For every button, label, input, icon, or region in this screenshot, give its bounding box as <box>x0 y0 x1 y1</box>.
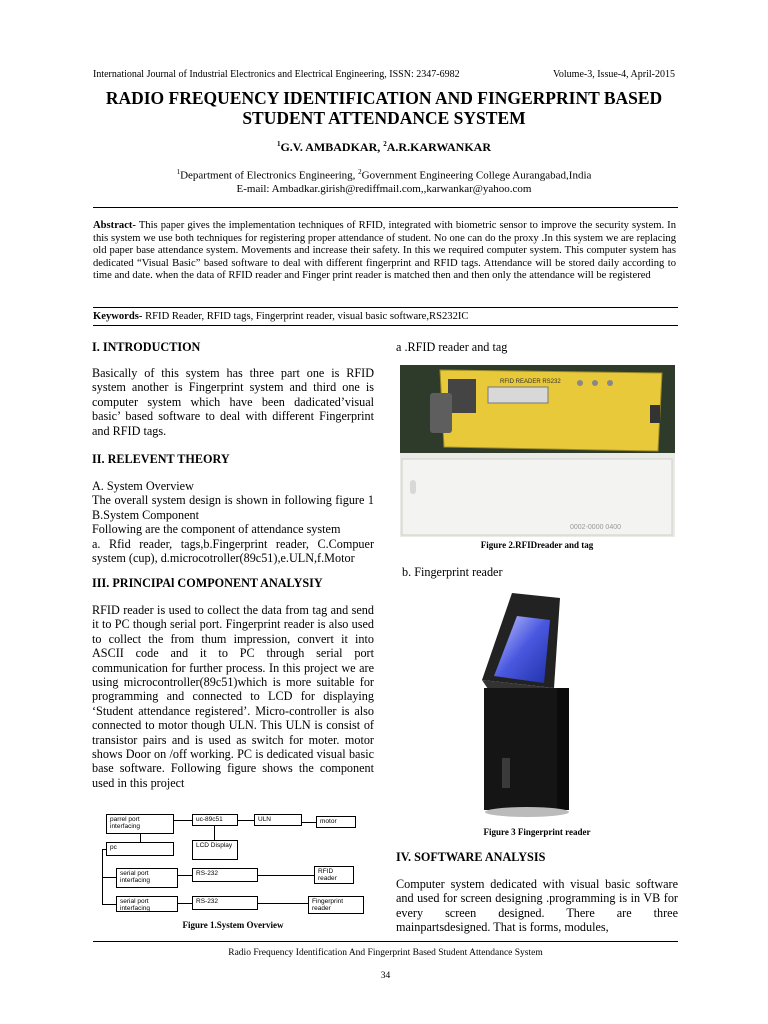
author-1: G.V. AMBADKAR, <box>280 140 384 154</box>
figure-3-caption: Figure 3 Fingerprint reader <box>483 827 591 837</box>
affil-college: Government Engineering College Aurangabad,India <box>361 169 592 182</box>
section-software-heading: IV. SOFTWARE ANALYSIS <box>396 850 546 864</box>
abstract <box>93 220 676 283</box>
theory-paragraph-a: The overall system design is shown in following figure 1 B.System Component <box>92 493 374 522</box>
figure-2-caption: Figure 2.RFIDreader and tag <box>480 540 594 550</box>
section-theory-heading: II. RELEVENT THEORY <box>92 452 230 466</box>
title-line-2: STUDENT ATTENDANCE SYSTEM <box>242 108 526 128</box>
keywords-label: Keywords- <box>93 311 143 322</box>
connector <box>102 904 116 905</box>
section-component-heading: III. PRINCIPAl COMPONENT ANALYSIY <box>92 576 323 590</box>
lcd-box: LCD Display <box>192 840 238 860</box>
divider <box>93 325 678 326</box>
theory-block <box>92 479 374 565</box>
title-line-1: RADIO FREQUENCY IDENTIFICATION AND FINGERPRINT BASED <box>105 88 663 108</box>
board-label: RFID READER RS232 <box>500 379 561 385</box>
abstract-label: Abstract- <box>93 220 136 231</box>
affil-2-sup: 2 <box>358 168 362 176</box>
serial-port-box-1: serial port interfacing <box>116 868 178 888</box>
volume-header: Volume-3, Issue-4, April-2015 <box>552 69 675 80</box>
author-2-sup: 2 <box>383 140 387 148</box>
component-paragraph: RFID reader is used to collect the data from tag and send it to PC though serial port. Fingerprint reader is also used to collect the from thum impression, convert it into ASCII code and it to PC through serial port communication for further process. In this project we are using microcontroller(89c51)which is more suitable for programming and connected to LCD for displaying ‘Student attendance registered’. Micro-controller is also connected to motor though ULN. This ULN is consist of transistor pairs and is used as switch for moter. motor shows Door on /off working. PC is dedicated visual basic base software. Following figure shows the component used in this project <box>92 603 374 790</box>
motor-box: motor <box>316 816 356 828</box>
rfid-reader-photo <box>400 365 675 537</box>
theory-paragraph-c: a. Rfid reader, tags,b.Fingerprint reader, C.Compuer system (cup), d.microcotroller(89c51),e.ULN,f.Motor <box>92 536 374 566</box>
connector <box>238 820 254 821</box>
rs232-box-1: RS-232 <box>192 868 258 882</box>
section-introduction-heading: I. INTRODUCTION <box>92 340 201 354</box>
keywords-text: RFID Reader, RFID tags, Fingerprint reader, visual basic software,RS232IC <box>142 311 469 322</box>
connector <box>102 877 116 878</box>
abstract-text: This paper gives the implementation techniques of RFID, integrated with biometric sensor to improve the security system. In this system we use both techniques for registering proper attendance of student. No one can do the proxy .In this system we are replacing old paper base attendance system. Movements and increase their safety. In this we required computer system. This computer system has dedicated “Visual Basic” based software to deal with different fingerprint and RFID tags. Attendance will be stored daily according to time and date. when the data of RFID reader and Finger print reader is matched then and then only the attendance will be registered <box>93 220 676 282</box>
connector <box>258 903 308 904</box>
author-2: A.R.KARWANKAR <box>386 140 492 154</box>
fingerprint-reader-photo <box>472 588 582 820</box>
connector <box>178 903 192 904</box>
connector <box>214 826 215 840</box>
affil-dept: Department of Electronics Engineering, <box>180 169 359 182</box>
journal-header: International Journal of Industrial Electronics and Electrical Engineering, ISSN: 2347-6982 <box>93 69 460 80</box>
rs232-box-2: RS-232 <box>192 896 258 910</box>
uc-box: uc-89c51 <box>192 814 238 826</box>
fingerprint-subheading: b. Fingerprint reader <box>402 565 503 579</box>
uln-box: ULN <box>254 814 302 826</box>
software-paragraph: Computer system dedicated with visual basic software and used for screen designing .programming is in VB for every screen designed. There are three mainpartsdesigned. That is forms, modules, <box>396 877 678 935</box>
authors <box>80 140 688 155</box>
pc-box: pc <box>106 842 174 856</box>
connector <box>140 834 141 842</box>
connector <box>302 822 316 823</box>
divider <box>93 207 678 208</box>
connector <box>174 820 192 821</box>
footer-text: Radio Frequency Identification And Fingerprint Based Student Attendance System <box>228 948 543 958</box>
tag-number: 0002-0000 0400 <box>570 524 621 531</box>
page-number: 34 <box>380 971 391 981</box>
author-1-sup: 1 <box>276 140 281 148</box>
connector <box>258 875 314 876</box>
intro-paragraph: Basically of this system has three part one is RFID system another is Fingerprint system and third one is computer system which have been dadicated’visual basic’ based software to deal with different Fingerprint and RFID tags. <box>92 366 374 438</box>
rfid-reader-box: RFID reader <box>314 866 354 884</box>
divider <box>93 307 678 308</box>
theory-paragraph-b: Following are the component of attendance system <box>92 522 341 537</box>
rfid-subheading: a .RFID reader and tag <box>396 340 508 354</box>
affil-email: E-mail: Ambadkar.girish@rediffmail.com,,karwankar@yahoo.com <box>236 182 532 195</box>
serial-port-box-2: serial port interfacing <box>116 896 178 912</box>
subsection-system-overview: A. System Overview <box>92 479 194 493</box>
affil-1-sup: 1 <box>176 168 181 176</box>
keywords <box>93 311 676 322</box>
system-overview-diagram <box>96 810 376 922</box>
fingerprint-reader-box: Fingerprint reader <box>308 896 364 914</box>
rfid-reader-image <box>400 365 675 537</box>
affiliation <box>80 166 688 196</box>
connector <box>178 875 192 876</box>
figure-1-caption: Figure 1.System Overview <box>182 920 284 930</box>
fingerprint-reader-image <box>472 588 582 820</box>
footer-divider <box>93 941 678 942</box>
parrel-port-box: parrel port interfacing <box>106 814 174 834</box>
paper-title <box>80 88 688 128</box>
